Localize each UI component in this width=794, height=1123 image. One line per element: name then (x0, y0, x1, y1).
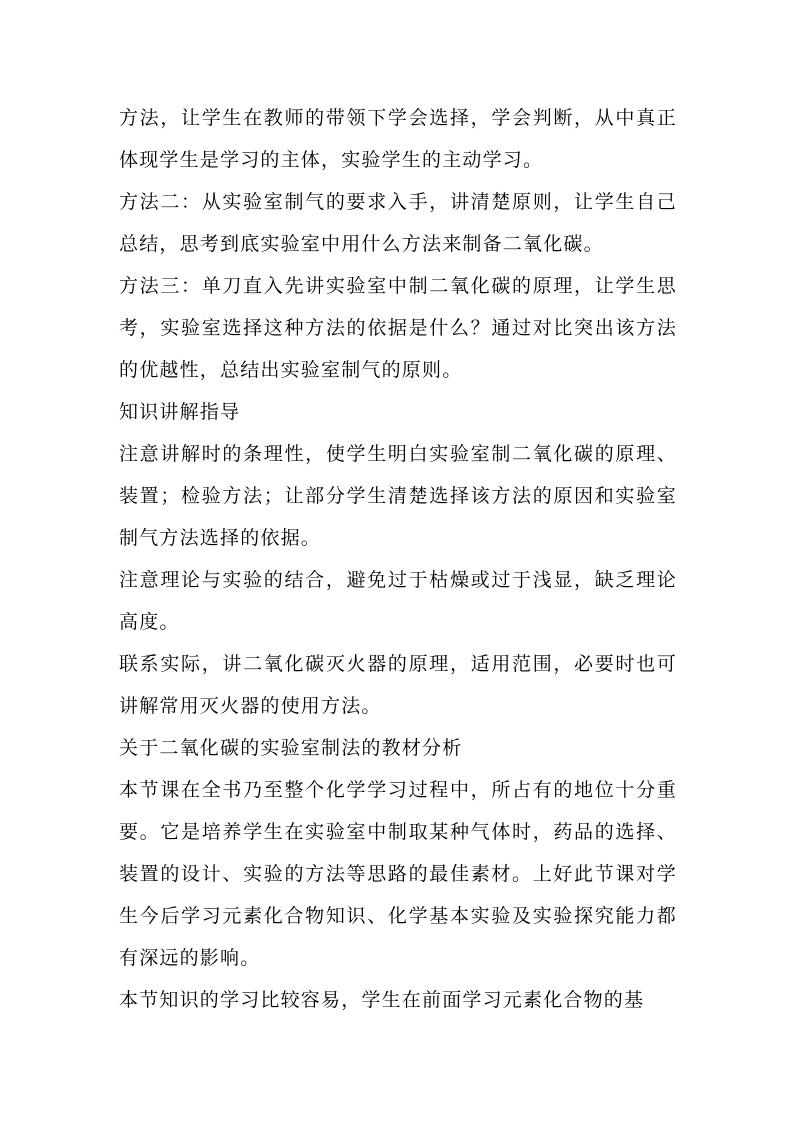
paragraph-method-three: 方法三：单刀直入先讲实验室中制二氧化碳的原理，让学生思考，实验室选择这种方法的依据是什么？通过对比突出该方法的优越性，总结出实验室制气的原则。 (119, 275, 677, 381)
paragraph-lesson-importance: 本节课在全书乃至整个化学学习过程中，所占有的地位十分重要。它是培养学生在实验室中制取某种气体时，药品的选择、装置的设计、实验的方法等思路的最佳素材。上好此节课对学生今后学习元素化合物知识、化学基本实验及实验探究能力都有深远的影响。 (119, 779, 677, 969)
paragraph-method-two: 方法二：从实验室制气的要求入手，讲清楚原则，让学生自己总结，思考到底实验室中用什么方法来制备二氧化碳。 (119, 191, 677, 255)
paragraph-theory-experiment: 注意理论与实验的结合，避免过于枯燥或过于浅显，缺乏理论高度。 (119, 569, 677, 633)
paragraph-fire-extinguisher: 联系实际，讲二氧化碳灭火器的原理，适用范围，必要时也可讲解常用灭火器的使用方法。 (119, 653, 677, 717)
heading-textbook-analysis: 关于二氧化碳的实验室制法的教材分析 (119, 737, 463, 759)
paragraph-method-continued: 方法，让学生在教师的带领下学会选择，学会判断，从中真正体现学生是学习的主体，实验学生的主动学习。 (119, 107, 677, 171)
paragraph-explanation-order: 注意讲解时的条理性，使学生明白实验室制二氧化碳的原理、装置；检验方法；让部分学生清楚选择该方法的原因和实验室制气方法选择的依据。 (119, 443, 677, 549)
paragraph-lesson-ease: 本节知识的学习比较容易，学生在前面学习元素化合物的基 (119, 989, 645, 1011)
heading-knowledge-guidance: 知识讲解指导 (119, 401, 241, 423)
document-body (119, 97, 677, 1021)
